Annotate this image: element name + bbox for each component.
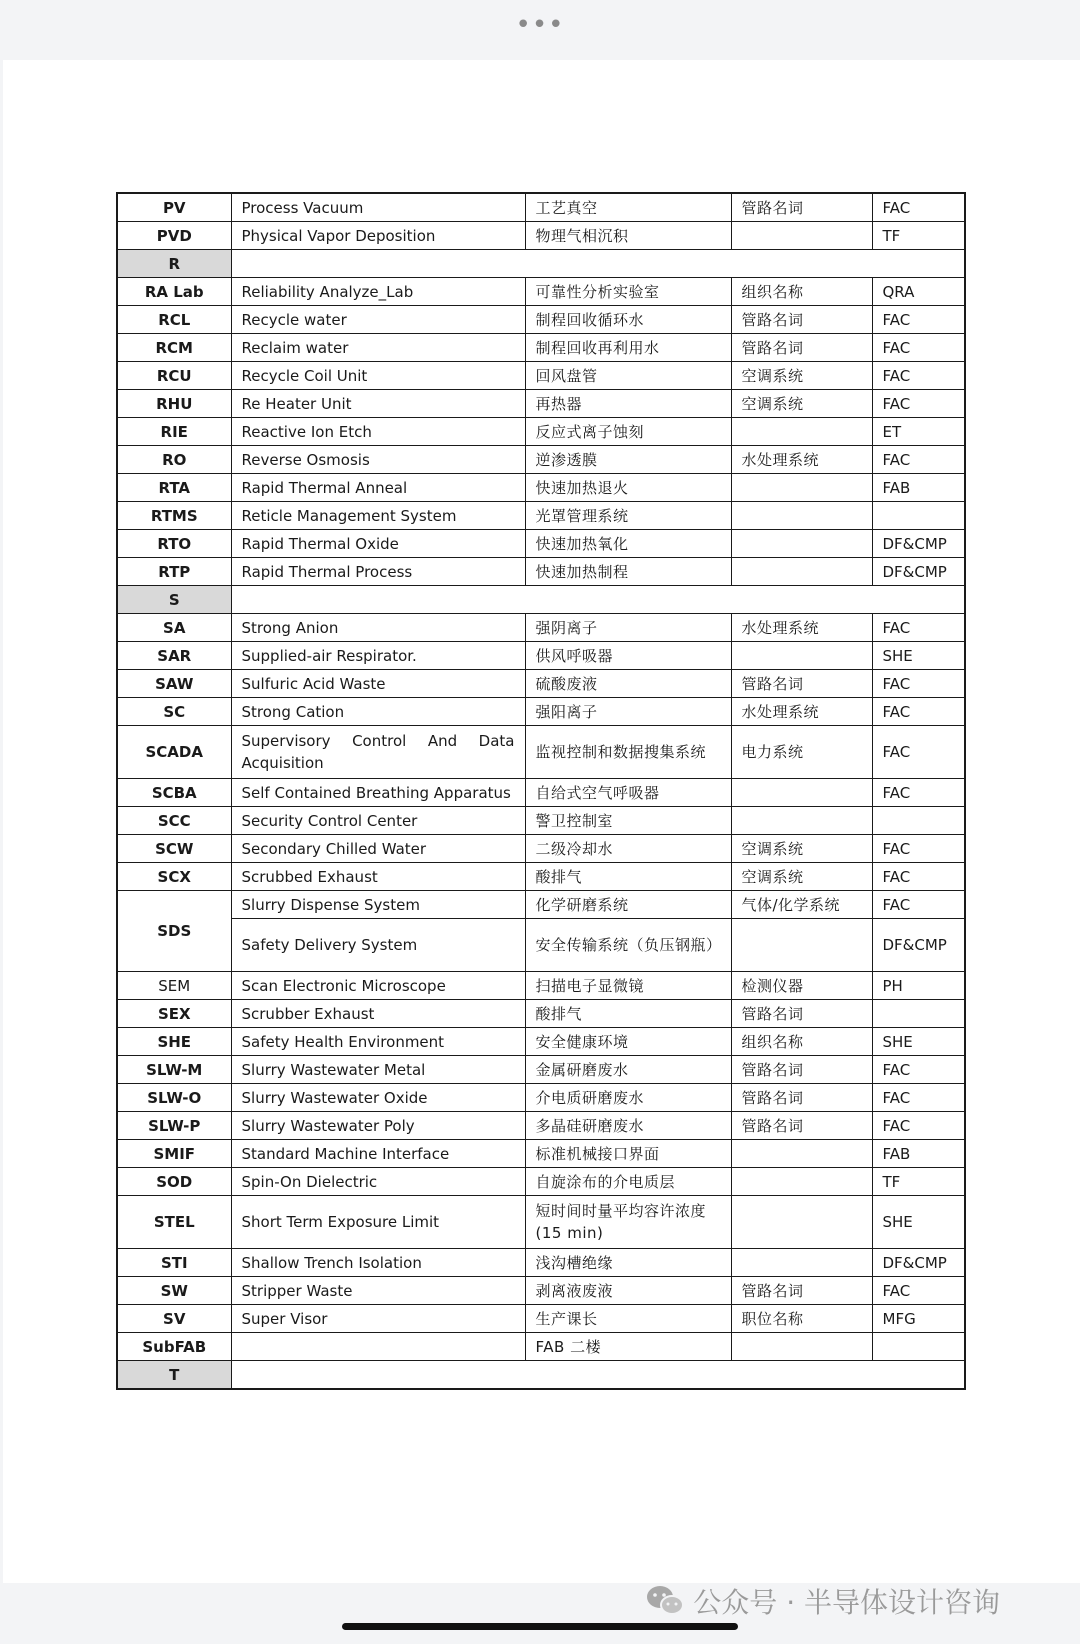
table-row — [117, 1056, 965, 1084]
abbr-cell: RA Lab — [117, 278, 231, 306]
abbr-cell: SEX — [117, 1000, 231, 1028]
abbr-cell: RHU — [117, 390, 231, 418]
english-term-cell: Supplied-air Respirator. — [231, 642, 525, 670]
section-letter-row — [117, 586, 965, 614]
chinese-term-cell: 强阴离子 — [525, 614, 731, 642]
category-cell: 空调系统 — [731, 390, 872, 418]
abbr-cell: RTMS — [117, 502, 231, 530]
department-cell: ET — [872, 418, 965, 446]
abbr-cell: SLW-P — [117, 1112, 231, 1140]
chinese-term-cell: 二级冷却水 — [525, 835, 731, 863]
account-name: 公众号 · 半导体设计咨询 — [693, 1586, 1000, 1619]
department-cell: FAC — [872, 779, 965, 807]
table-row — [117, 891, 965, 919]
abbr-cell: SCC — [117, 807, 231, 835]
table-row — [117, 972, 965, 1000]
table-row — [117, 306, 965, 334]
table-row — [117, 642, 965, 670]
english-term-cell: Recycle Coil Unit — [231, 362, 525, 390]
english-term-cell: Spin-On Dielectric — [231, 1168, 525, 1196]
table-row — [117, 1333, 965, 1361]
abbr-cell: SW — [117, 1277, 231, 1305]
department-cell — [872, 1333, 965, 1361]
department-cell: PH — [872, 972, 965, 1000]
category-cell — [731, 779, 872, 807]
chinese-term-cell: 可靠性分析实验室 — [525, 278, 731, 306]
english-term-cell: Reverse Osmosis — [231, 446, 525, 474]
chinese-term-cell: 化学研磨系统 — [525, 891, 731, 919]
chinese-term-cell: 快速加热制程 — [525, 558, 731, 586]
chinese-term-cell: 剥离液废液 — [525, 1277, 731, 1305]
english-term-cell: Rapid Thermal Oxide — [231, 530, 525, 558]
english-term-cell: Reactive Ion Etch — [231, 418, 525, 446]
abbr-cell: RIE — [117, 418, 231, 446]
abbr-cell: PVD — [117, 222, 231, 250]
category-cell — [731, 502, 872, 530]
abbr-cell: SOD — [117, 1168, 231, 1196]
chinese-term-cell: 介电质研磨废水 — [525, 1084, 731, 1112]
department-cell: SHE — [872, 642, 965, 670]
abbr-cell: RTP — [117, 558, 231, 586]
department-cell — [872, 807, 965, 835]
english-term-cell: Supervisory Control And Data Acquisition — [231, 726, 525, 779]
english-term-cell: Stripper Waste — [231, 1277, 525, 1305]
abbr-cell: STI — [117, 1249, 231, 1277]
abbr-cell: SCBA — [117, 779, 231, 807]
category-cell — [731, 558, 872, 586]
chinese-term-cell: 自旋涂布的介电质层 — [525, 1168, 731, 1196]
table-row — [117, 193, 965, 222]
abbr-cell: RO — [117, 446, 231, 474]
abbreviation-table — [116, 192, 966, 1390]
abbr-cell: SCADA — [117, 726, 231, 779]
section-letter-cell: S — [117, 586, 231, 614]
department-cell: FAC — [872, 306, 965, 334]
english-term-cell: Short Term Exposure Limit — [231, 1196, 525, 1249]
department-cell: FAC — [872, 1277, 965, 1305]
english-term-cell: Scrubber Exhaust — [231, 1000, 525, 1028]
category-cell — [731, 474, 872, 502]
department-cell: FAC — [872, 863, 965, 891]
english-term-cell: Self Contained Breathing Apparatus — [231, 779, 525, 807]
table-row — [117, 1249, 965, 1277]
chinese-term-cell: 安全健康环境 — [525, 1028, 731, 1056]
category-cell: 空调系统 — [731, 835, 872, 863]
chinese-term-cell: 警卫控制室 — [525, 807, 731, 835]
chinese-term-cell: 供风呼吸器 — [525, 642, 731, 670]
chinese-term-cell: 再热器 — [525, 390, 731, 418]
table-row — [117, 334, 965, 362]
section-letter-row — [117, 250, 965, 278]
section-letter-cell: R — [117, 250, 231, 278]
chinese-term-cell: 安全传输系统（负压钢瓶） — [525, 919, 731, 972]
chinese-term-cell: 强阳离子 — [525, 698, 731, 726]
english-term-cell — [231, 1333, 525, 1361]
category-cell: 管路名词 — [731, 1056, 872, 1084]
department-cell: FAC — [872, 614, 965, 642]
english-term-cell: Slurry Wastewater Oxide — [231, 1084, 525, 1112]
table-row — [117, 1028, 965, 1056]
category-cell — [731, 919, 872, 972]
chinese-term-cell: 快速加热退火 — [525, 474, 731, 502]
department-cell: FAC — [872, 334, 965, 362]
abbr-cell: SA — [117, 614, 231, 642]
chinese-term-cell: 逆渗透膜 — [525, 446, 731, 474]
english-term-cell: Strong Cation — [231, 698, 525, 726]
category-cell: 管路名词 — [731, 1084, 872, 1112]
table-row — [117, 726, 965, 779]
category-cell: 水处理系统 — [731, 698, 872, 726]
department-cell: FAC — [872, 835, 965, 863]
category-cell: 空调系统 — [731, 362, 872, 390]
category-cell — [731, 418, 872, 446]
abbr-cell: SAW — [117, 670, 231, 698]
table-row — [117, 919, 965, 972]
table-row — [117, 558, 965, 586]
department-cell: FAC — [872, 891, 965, 919]
table-row — [117, 1084, 965, 1112]
chinese-term-cell: 光罩管理系统 — [525, 502, 731, 530]
table-row — [117, 1168, 965, 1196]
table-row — [117, 1196, 965, 1249]
english-term-cell: Shallow Trench Isolation — [231, 1249, 525, 1277]
chinese-term-cell: 物理气相沉积 — [525, 222, 731, 250]
department-cell: FAC — [872, 1084, 965, 1112]
abbr-cell: SMIF — [117, 1140, 231, 1168]
category-cell — [731, 1249, 872, 1277]
table-row — [117, 614, 965, 642]
category-cell: 管路名词 — [731, 1277, 872, 1305]
department-cell: SHE — [872, 1196, 965, 1249]
chinese-term-cell: 工艺真空 — [525, 193, 731, 222]
english-term-cell: Safety Delivery System — [231, 919, 525, 972]
category-cell — [731, 1140, 872, 1168]
department-cell: FAC — [872, 1112, 965, 1140]
section-empty-cell — [231, 250, 965, 278]
chinese-term-cell: 制程回收再利用水 — [525, 334, 731, 362]
table-row — [117, 502, 965, 530]
table-row — [117, 835, 965, 863]
chinese-term-cell: 生产课长 — [525, 1305, 731, 1333]
chinese-term-cell: FAB 二楼 — [525, 1333, 731, 1361]
chinese-term-cell: 反应式离子蚀刻 — [525, 418, 731, 446]
abbr-cell: SDS — [117, 891, 231, 972]
chinese-term-cell: 制程回收循环水 — [525, 306, 731, 334]
table-row — [117, 863, 965, 891]
category-cell: 气体/化学系统 — [731, 891, 872, 919]
table-row — [117, 779, 965, 807]
department-cell: FAC — [872, 726, 965, 779]
table-row — [117, 670, 965, 698]
category-cell: 管路名词 — [731, 193, 872, 222]
table-row — [117, 698, 965, 726]
english-term-cell: Process Vacuum — [231, 193, 525, 222]
abbr-cell: STEL — [117, 1196, 231, 1249]
category-cell: 空调系统 — [731, 863, 872, 891]
chinese-term-cell: 快速加热氧化 — [525, 530, 731, 558]
english-term-cell: Recycle water — [231, 306, 525, 334]
chinese-term-cell: 标准机械接口界面 — [525, 1140, 731, 1168]
category-cell — [731, 530, 872, 558]
department-cell: FAB — [872, 1140, 965, 1168]
category-cell — [731, 222, 872, 250]
more-dots-icon[interactable]: ••• — [515, 10, 565, 40]
abbr-cell: SLW-O — [117, 1084, 231, 1112]
abbr-cell: SC — [117, 698, 231, 726]
chinese-term-cell: 酸排气 — [525, 1000, 731, 1028]
department-cell: TF — [872, 1168, 965, 1196]
abbr-cell: SHE — [117, 1028, 231, 1056]
table-row — [117, 1000, 965, 1028]
department-cell — [872, 502, 965, 530]
category-cell: 职位名称 — [731, 1305, 872, 1333]
abbr-cell: RCU — [117, 362, 231, 390]
department-cell: SHE — [872, 1028, 965, 1056]
english-term-cell: Standard Machine Interface — [231, 1140, 525, 1168]
abbr-cell: SubFAB — [117, 1333, 231, 1361]
chinese-term-cell: 监视控制和数据搜集系统 — [525, 726, 731, 779]
english-term-cell: Scan Electronic Microscope — [231, 972, 525, 1000]
department-cell: DF&CMP — [872, 530, 965, 558]
department-cell: FAB — [872, 474, 965, 502]
abbr-cell: SV — [117, 1305, 231, 1333]
table-row — [117, 530, 965, 558]
table-row — [117, 1305, 965, 1333]
abbr-cell: SCX — [117, 863, 231, 891]
table-row — [117, 222, 965, 250]
table-row — [117, 362, 965, 390]
category-cell: 管路名词 — [731, 670, 872, 698]
section-letter-row — [117, 1361, 965, 1390]
category-cell: 管路名词 — [731, 1000, 872, 1028]
table-row — [117, 278, 965, 306]
chinese-term-cell: 酸排气 — [525, 863, 731, 891]
english-term-cell: Security Control Center — [231, 807, 525, 835]
table-row — [117, 1112, 965, 1140]
english-term-cell: Slurry Dispense System — [231, 891, 525, 919]
account-watermark — [645, 1584, 1000, 1618]
category-cell: 组织名称 — [731, 278, 872, 306]
department-cell: DF&CMP — [872, 1249, 965, 1277]
english-term-cell: Safety Health Environment — [231, 1028, 525, 1056]
category-cell — [731, 807, 872, 835]
abbr-cell: SEM — [117, 972, 231, 1000]
section-empty-cell — [231, 586, 965, 614]
english-term-cell: Reticle Management System — [231, 502, 525, 530]
english-term-cell: Scrubbed Exhaust — [231, 863, 525, 891]
department-cell: FAC — [872, 193, 965, 222]
english-term-cell: Re Heater Unit — [231, 390, 525, 418]
table-row — [117, 418, 965, 446]
abbr-cell: RCL — [117, 306, 231, 334]
department-cell — [872, 1000, 965, 1028]
department-cell: FAC — [872, 698, 965, 726]
abbr-cell: SCW — [117, 835, 231, 863]
english-term-cell: Strong Anion — [231, 614, 525, 642]
category-cell — [731, 1168, 872, 1196]
category-cell: 水处理系统 — [731, 446, 872, 474]
chinese-term-cell: 多晶硅研磨废水 — [525, 1112, 731, 1140]
chinese-term-cell: 短时间时量平均容许浓度(15 min) — [525, 1196, 731, 1249]
english-term-cell: Rapid Thermal Process — [231, 558, 525, 586]
category-cell: 管路名词 — [731, 306, 872, 334]
department-cell: FAC — [872, 362, 965, 390]
table-row — [117, 1277, 965, 1305]
english-term-cell: Slurry Wastewater Poly — [231, 1112, 525, 1140]
department-cell: FAC — [872, 390, 965, 418]
category-cell: 电力系统 — [731, 726, 872, 779]
table-row — [117, 446, 965, 474]
category-cell: 管路名词 — [731, 334, 872, 362]
chinese-term-cell: 金属研磨废水 — [525, 1056, 731, 1084]
chinese-term-cell: 自给式空气呼吸器 — [525, 779, 731, 807]
english-term-cell: Slurry Wastewater Metal — [231, 1056, 525, 1084]
department-cell: FAC — [872, 1056, 965, 1084]
table-row — [117, 807, 965, 835]
department-cell: QRA — [872, 278, 965, 306]
chinese-term-cell: 硫酸废液 — [525, 670, 731, 698]
english-term-cell: Rapid Thermal Anneal — [231, 474, 525, 502]
department-cell: MFG — [872, 1305, 965, 1333]
english-term-cell: Super Visor — [231, 1305, 525, 1333]
section-empty-cell — [231, 1361, 965, 1390]
abbr-cell: RCM — [117, 334, 231, 362]
category-cell: 管路名词 — [731, 1112, 872, 1140]
table-row — [117, 390, 965, 418]
department-cell: TF — [872, 222, 965, 250]
english-term-cell: Reclaim water — [231, 334, 525, 362]
english-term-cell: Reliability Analyze_Lab — [231, 278, 525, 306]
category-cell — [731, 642, 872, 670]
abbr-cell: SLW-M — [117, 1056, 231, 1084]
department-cell: FAC — [872, 670, 965, 698]
abbr-cell: RTA — [117, 474, 231, 502]
english-term-cell: Secondary Chilled Water — [231, 835, 525, 863]
category-cell — [731, 1196, 872, 1249]
category-cell: 检测仪器 — [731, 972, 872, 1000]
department-cell: FAC — [872, 446, 965, 474]
department-cell: DF&CMP — [872, 558, 965, 586]
chinese-term-cell: 浅沟槽绝缘 — [525, 1249, 731, 1277]
table-row — [117, 1140, 965, 1168]
viewer-top-bar — [0, 10, 1080, 40]
abbr-cell: RTO — [117, 530, 231, 558]
category-cell: 水处理系统 — [731, 614, 872, 642]
department-cell: DF&CMP — [872, 919, 965, 972]
english-term-cell: Sulfuric Acid Waste — [231, 670, 525, 698]
section-letter-cell: T — [117, 1361, 231, 1390]
chinese-term-cell: 扫描电子显微镜 — [525, 972, 731, 1000]
table-row — [117, 474, 965, 502]
home-indicator[interactable] — [342, 1623, 738, 1630]
category-cell — [731, 1333, 872, 1361]
english-term-cell: Physical Vapor Deposition — [231, 222, 525, 250]
wechat-icon — [645, 1584, 685, 1618]
abbr-cell: SAR — [117, 642, 231, 670]
chinese-term-cell: 回风盘管 — [525, 362, 731, 390]
abbr-cell: PV — [117, 193, 231, 222]
category-cell: 组织名称 — [731, 1028, 872, 1056]
